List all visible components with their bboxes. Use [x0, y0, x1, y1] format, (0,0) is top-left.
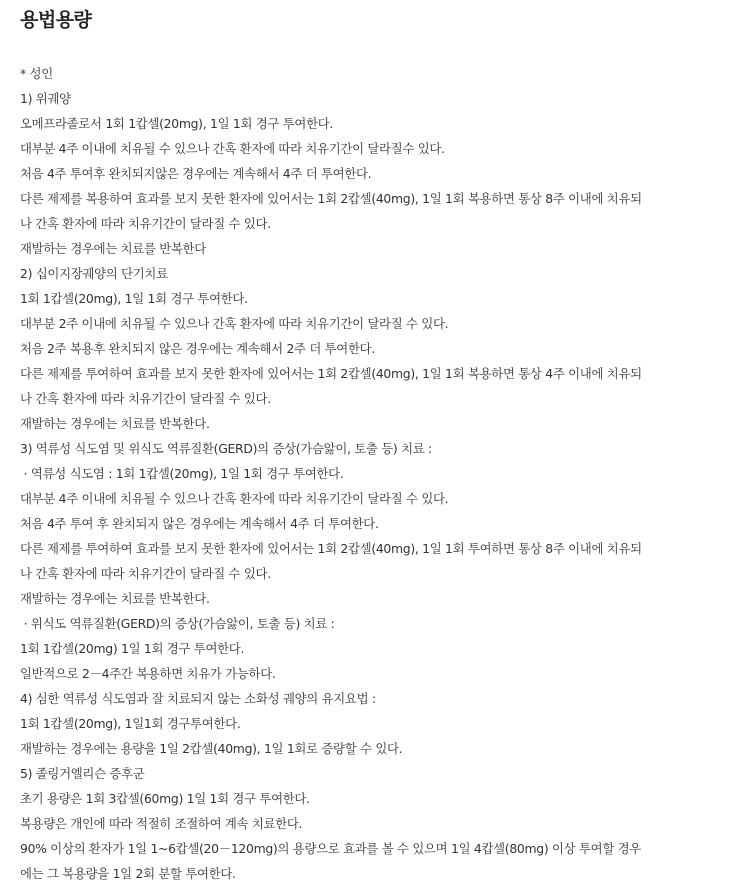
text-line: 4) 심한 역류성 식도염과 잘 치료되지 않는 소화성 궤양의 유지요법 :: [20, 691, 376, 706]
text-line: 재발하는 경우에는 치료를 반복한다.: [20, 591, 210, 606]
text-line: 나 간혹 환자에 따라 치유기간이 달라질 수 있다.: [20, 566, 271, 581]
text-line: 처음 2주 복용후 완치되지 않은 경우에는 계속해서 2주 더 투여한다.: [20, 341, 375, 356]
text-line: · 위식도 역류질환(GERD)의 증상(가슴앓이, 토출 등) 치료 :: [20, 616, 335, 631]
text-line: 처음 4주 투여후 완치되지않은 경우에는 계속해서 4주 더 투여한다.: [20, 166, 372, 181]
text-line: 다른 제제를 투여하여 효과를 보지 못한 환자에 있어서는 1회 2캅셀(40mg), 1일 1회 투여하면 통상 8주 이내에 치유되: [20, 541, 642, 556]
text-line: 1회 1캅셀(20mg) 1일 1회 경구 투여한다.: [20, 641, 245, 656]
text-line: 나 간혹 환자에 따라 치유기간이 달라질 수 있다.: [20, 216, 271, 231]
text-line: 다른 제제를 투여하여 효과를 보지 못한 환자에 있어서는 1회 2캅셀(40mg), 1일 1회 복용하면 통상 4주 이내에 치유되: [20, 366, 642, 381]
text-line: 1회 1캅셀(20mg), 1일1회 경구투여한다.: [20, 716, 241, 731]
text-line: 대부분 2주 이내에 치유될 수 있으나 간혹 환자에 따라 치유기간이 달라질 수 있다.: [20, 316, 449, 331]
text-line: 재발하는 경우에는 치료를 반복한다.: [20, 416, 210, 431]
text-line: 90% 이상의 환자가 1일 1~6캅셀(20－120mg)의 용량으로 효과를 볼 수 있으며 1일 4캅셀(80mg) 이상 투여할 경우: [20, 841, 641, 856]
text-line: 재발하는 경우에는 용량을 1일 2캅셀(40mg), 1일 1회로 증량할 수 있다.: [20, 741, 403, 756]
text-line: 5) 졸링거엘리슨 증후군: [20, 766, 145, 781]
text-line: * 성인: [20, 66, 53, 81]
text-line: 재발하는 경우에는 치료를 반복한다: [20, 241, 206, 256]
text-line: 오메프라졸로서 1회 1캅셀(20mg), 1일 1회 경구 투여한다.: [20, 116, 334, 131]
text-line: 대부분 4주 이내에 치유될 수 있으나 간혹 환자에 따라 치유기간이 달라질수 있다.: [20, 141, 445, 156]
text-line: 2) 십이지장궤양의 단기치료: [20, 266, 168, 281]
section-title: 용법용량: [20, 9, 92, 31]
text-line: 복용량은 개인에 따라 적절히 조절하여 계속 치료한다.: [20, 816, 303, 831]
text-line: · 역류성 식도염 : 1회 1캅셀(20mg), 1일 1회 경구 투여한다.: [20, 466, 344, 481]
text-line: 1회 1캅셀(20mg), 1일 1회 경구 투여한다.: [20, 291, 248, 306]
text-line: 3) 역류성 식도염 및 위식도 역류질환(GERD)의 증상(가슴앓이, 토출 등) 치료 :: [20, 441, 432, 456]
dosage-content: [20, 61, 723, 886]
text-line: 처음 4주 투여 후 완치되지 않은 경우에는 계속해서 4주 더 투여한다.: [20, 516, 379, 531]
text-line: 나 간혹 환자에 따라 치유기간이 달라질 수 있다.: [20, 391, 271, 406]
text-line: 에는 그 복용량을 1일 2회 분할 투여한다.: [20, 866, 236, 881]
text-line: 대부분 4주 이내에 치유될 수 있으나 간혹 환자에 따라 치유기간이 달라질 수 있다.: [20, 491, 449, 506]
text-line: 다른 제제를 복용하여 효과를 보지 못한 환자에 있어서는 1회 2캅셀(40mg), 1일 1회 복용하면 통상 8주 이내에 치유되: [20, 191, 642, 206]
text-line: 1) 위궤양: [20, 91, 71, 106]
text-line: 일반적으로 2－4주간 복용하면 치유가 가능하다.: [20, 666, 276, 681]
text-line: 초기 용량은 1회 3캅셀(60mg) 1일 1회 경구 투여한다.: [20, 791, 310, 806]
